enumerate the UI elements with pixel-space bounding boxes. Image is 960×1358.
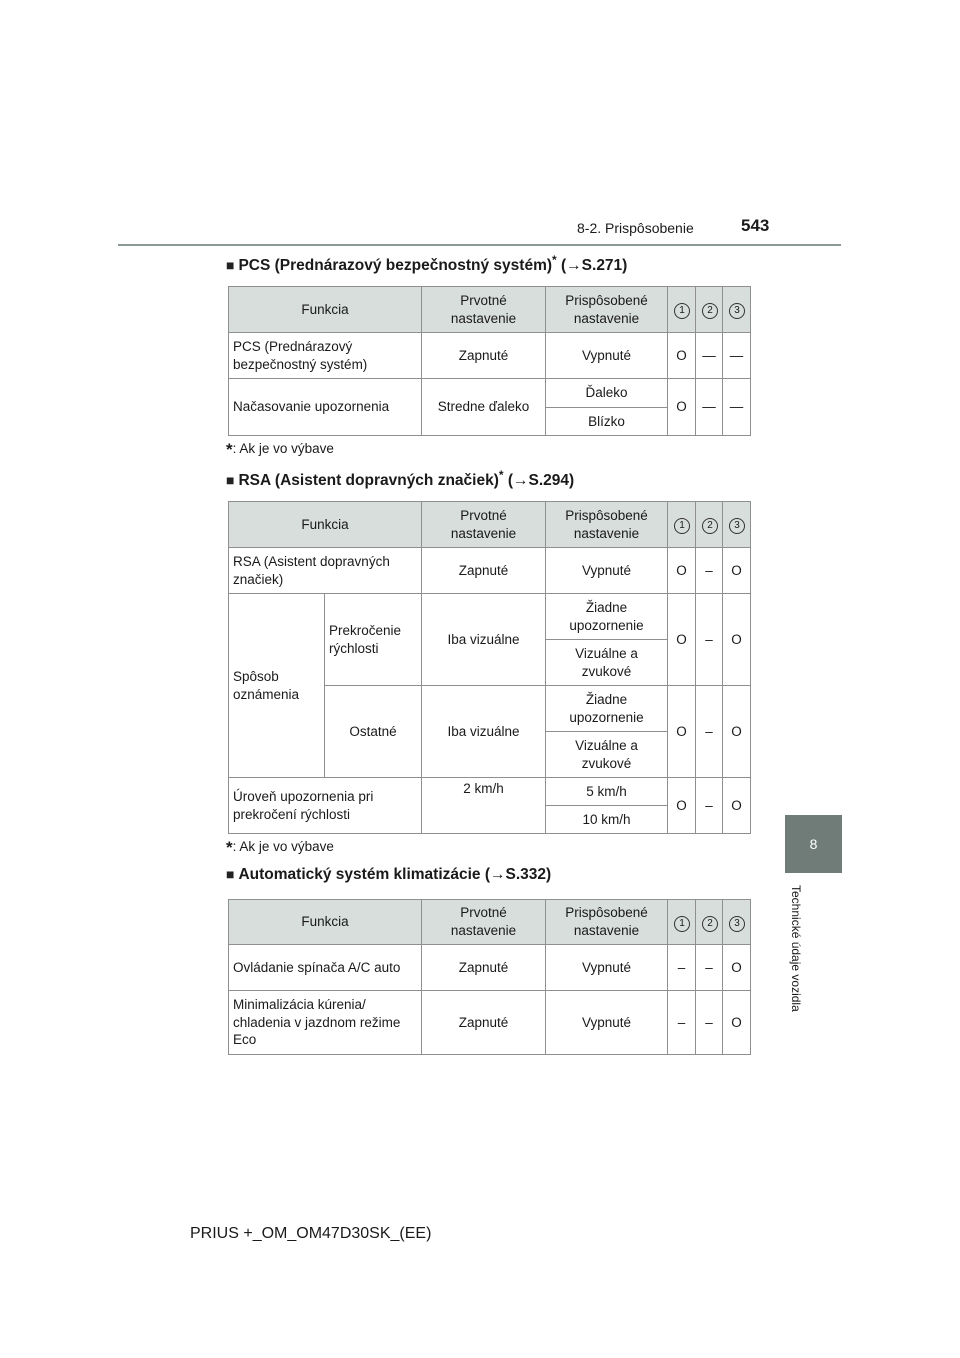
cell-subfunction: Ostatné bbox=[325, 686, 422, 778]
cell-custom: Ďaleko bbox=[546, 379, 668, 408]
circled-1-icon: 1 bbox=[674, 518, 690, 534]
page-reference: (→S.294) bbox=[503, 472, 575, 490]
cell-mark-3: O bbox=[723, 686, 751, 778]
section-title: 8-2. Prispôsobenie bbox=[577, 220, 694, 236]
table-row bbox=[229, 379, 751, 408]
cell-mark-1: O bbox=[668, 778, 696, 834]
table-row bbox=[229, 594, 751, 640]
section-heading-climate bbox=[226, 866, 551, 884]
cell-default: Zapnuté bbox=[422, 945, 546, 991]
cell-mark-3: — bbox=[723, 333, 751, 379]
chapter-number: 8 bbox=[809, 836, 818, 852]
table-row bbox=[229, 548, 751, 594]
circled-1-icon: 1 bbox=[674, 303, 690, 319]
col-prvotne: Prvotné nastavenie bbox=[422, 502, 546, 548]
table-header-row bbox=[229, 287, 751, 333]
col-3 bbox=[723, 502, 751, 548]
col-funkcia: Funkcia bbox=[229, 502, 422, 548]
cell-mark-2: — bbox=[696, 379, 723, 436]
circled-1-icon: 1 bbox=[674, 916, 690, 932]
cell-mark-2: — bbox=[696, 333, 723, 379]
cell-mark-3: O bbox=[723, 594, 751, 686]
col-prisposobene: Prispôsobené nastavenie bbox=[546, 502, 668, 548]
cell-default: Zapnuté bbox=[422, 548, 546, 594]
cell-mark-2: – bbox=[696, 945, 723, 991]
cell-custom: Žiadne upozornenie bbox=[546, 686, 668, 732]
col-funkcia: Funkcia bbox=[229, 900, 422, 945]
page-number: 543 bbox=[741, 216, 770, 235]
col-1 bbox=[668, 900, 696, 945]
cell-custom: Vypnuté bbox=[546, 945, 668, 991]
footnote-star: * bbox=[226, 838, 233, 857]
footnote bbox=[226, 838, 334, 858]
cell-custom: 10 km/h bbox=[546, 806, 668, 834]
heading-text: Automatický systém klimatizácie bbox=[238, 866, 481, 883]
cell-default: Zapnuté bbox=[422, 333, 546, 379]
cell-mark-1: – bbox=[668, 945, 696, 991]
col-1 bbox=[668, 287, 696, 333]
cell-mark-2: – bbox=[696, 686, 723, 778]
cell-mark-1: O bbox=[668, 379, 696, 436]
circled-3-icon: 3 bbox=[729, 518, 745, 534]
footnote-star: * bbox=[226, 440, 233, 459]
col-prvotne: Prvotné nastavenie bbox=[422, 287, 546, 333]
cell-mark-3: — bbox=[723, 379, 751, 436]
cell-function: Ovládanie spínača A/C auto bbox=[229, 945, 422, 991]
section-heading-rsa bbox=[226, 468, 574, 490]
cell-function: PCS (Prednárazový bezpečnostný systém) bbox=[229, 333, 422, 379]
table-row bbox=[229, 945, 751, 991]
cell-custom: Blízko bbox=[546, 408, 668, 436]
heading-text: RSA (Asistent dopravných značiek) bbox=[238, 472, 499, 490]
cell-mark-1: – bbox=[668, 991, 696, 1055]
col-3 bbox=[723, 287, 751, 333]
heading-text: PCS (Prednárazový bezpečnostný systém) bbox=[238, 257, 553, 275]
cell-custom: Vypnuté bbox=[546, 991, 668, 1055]
footnote bbox=[226, 440, 334, 460]
table-climate bbox=[228, 899, 751, 1055]
cell-mark-3: O bbox=[723, 548, 751, 594]
cell-function: Spôsob oznámenia bbox=[229, 594, 325, 778]
cell-mark-2: – bbox=[696, 991, 723, 1055]
chapter-label: Technické údaje vozidla bbox=[789, 885, 803, 1012]
cell-mark-2: – bbox=[696, 778, 723, 834]
table-pcs bbox=[228, 286, 751, 436]
col-3 bbox=[723, 900, 751, 945]
circled-2-icon: 2 bbox=[702, 518, 718, 534]
table-row bbox=[229, 333, 751, 379]
cell-function: Načasovanie upozornenia bbox=[229, 379, 422, 436]
page-reference: (→S.332) bbox=[480, 866, 552, 883]
cell-mark-2: – bbox=[696, 594, 723, 686]
cell-mark-1: O bbox=[668, 548, 696, 594]
cell-mark-1: O bbox=[668, 333, 696, 379]
document-footer: PRIUS +_OM_OM47D30SK_(EE) bbox=[190, 1225, 432, 1242]
cell-mark-1: O bbox=[668, 686, 696, 778]
table-header-row bbox=[229, 900, 751, 945]
circled-3-icon: 3 bbox=[729, 916, 745, 932]
section-heading-pcs bbox=[226, 253, 627, 275]
cell-default: Iba vizuálne bbox=[422, 594, 546, 686]
table-row bbox=[229, 991, 751, 1055]
col-1 bbox=[668, 502, 696, 548]
cell-mark-3: O bbox=[723, 991, 751, 1055]
cell-function: RSA (Asistent dopravných značiek) bbox=[229, 548, 422, 594]
footnote-star: * bbox=[552, 253, 557, 267]
col-2 bbox=[696, 900, 723, 945]
cell-default: Iba vizuálne bbox=[422, 686, 546, 778]
cell-function: Úroveň upozornenia pri prekročení rýchlosti bbox=[229, 778, 422, 834]
table-header-row bbox=[229, 502, 751, 548]
cell-mark-1: O bbox=[668, 594, 696, 686]
footnote-text: : Ak je vo výbave bbox=[232, 839, 334, 854]
cell-default: Stredne ďaleko bbox=[422, 379, 546, 436]
cell-custom: Vypnuté bbox=[546, 333, 668, 379]
col-prvotne: Prvotné nastavenie bbox=[422, 900, 546, 945]
cell-mark-3: O bbox=[723, 945, 751, 991]
square-bullet-icon: ■ bbox=[226, 257, 235, 274]
col-2 bbox=[696, 287, 723, 333]
table-rsa bbox=[228, 501, 751, 834]
col-prisposobene: Prispôsobené nastavenie bbox=[546, 900, 668, 945]
square-bullet-icon: ■ bbox=[226, 472, 235, 489]
footnote-star: * bbox=[498, 468, 504, 482]
circled-2-icon: 2 bbox=[702, 303, 718, 319]
col-prisposobene: Prispôsobené nastavenie bbox=[546, 287, 668, 333]
col-2 bbox=[696, 502, 723, 548]
header-divider bbox=[118, 244, 841, 246]
page-reference: (→S.271) bbox=[556, 257, 628, 275]
cell-custom: Vizuálne a zvukové bbox=[546, 732, 668, 778]
cell-custom: Vizuálne a zvukové bbox=[546, 640, 668, 686]
cell-mark-3: O bbox=[723, 778, 751, 834]
footnote-text: : Ak je vo výbave bbox=[232, 441, 334, 456]
circled-2-icon: 2 bbox=[702, 916, 718, 932]
cell-subfunction: Prekročenie rýchlosti bbox=[325, 594, 422, 686]
square-bullet-icon: ■ bbox=[226, 866, 235, 882]
col-funkcia: Funkcia bbox=[229, 287, 422, 333]
cell-mark-2: – bbox=[696, 548, 723, 594]
circled-3-icon: 3 bbox=[729, 303, 745, 319]
cell-custom: 5 km/h bbox=[546, 778, 668, 806]
cell-function: Minimalizácia kúrenia/ chladenia v jazdnom režime Eco bbox=[229, 991, 422, 1055]
cell-custom: Žiadne upozornenie bbox=[546, 594, 668, 640]
cell-default: Zapnuté bbox=[422, 991, 546, 1055]
table-row bbox=[229, 778, 751, 806]
cell-custom: Vypnuté bbox=[546, 548, 668, 594]
cell-default: 2 km/h bbox=[422, 778, 546, 834]
